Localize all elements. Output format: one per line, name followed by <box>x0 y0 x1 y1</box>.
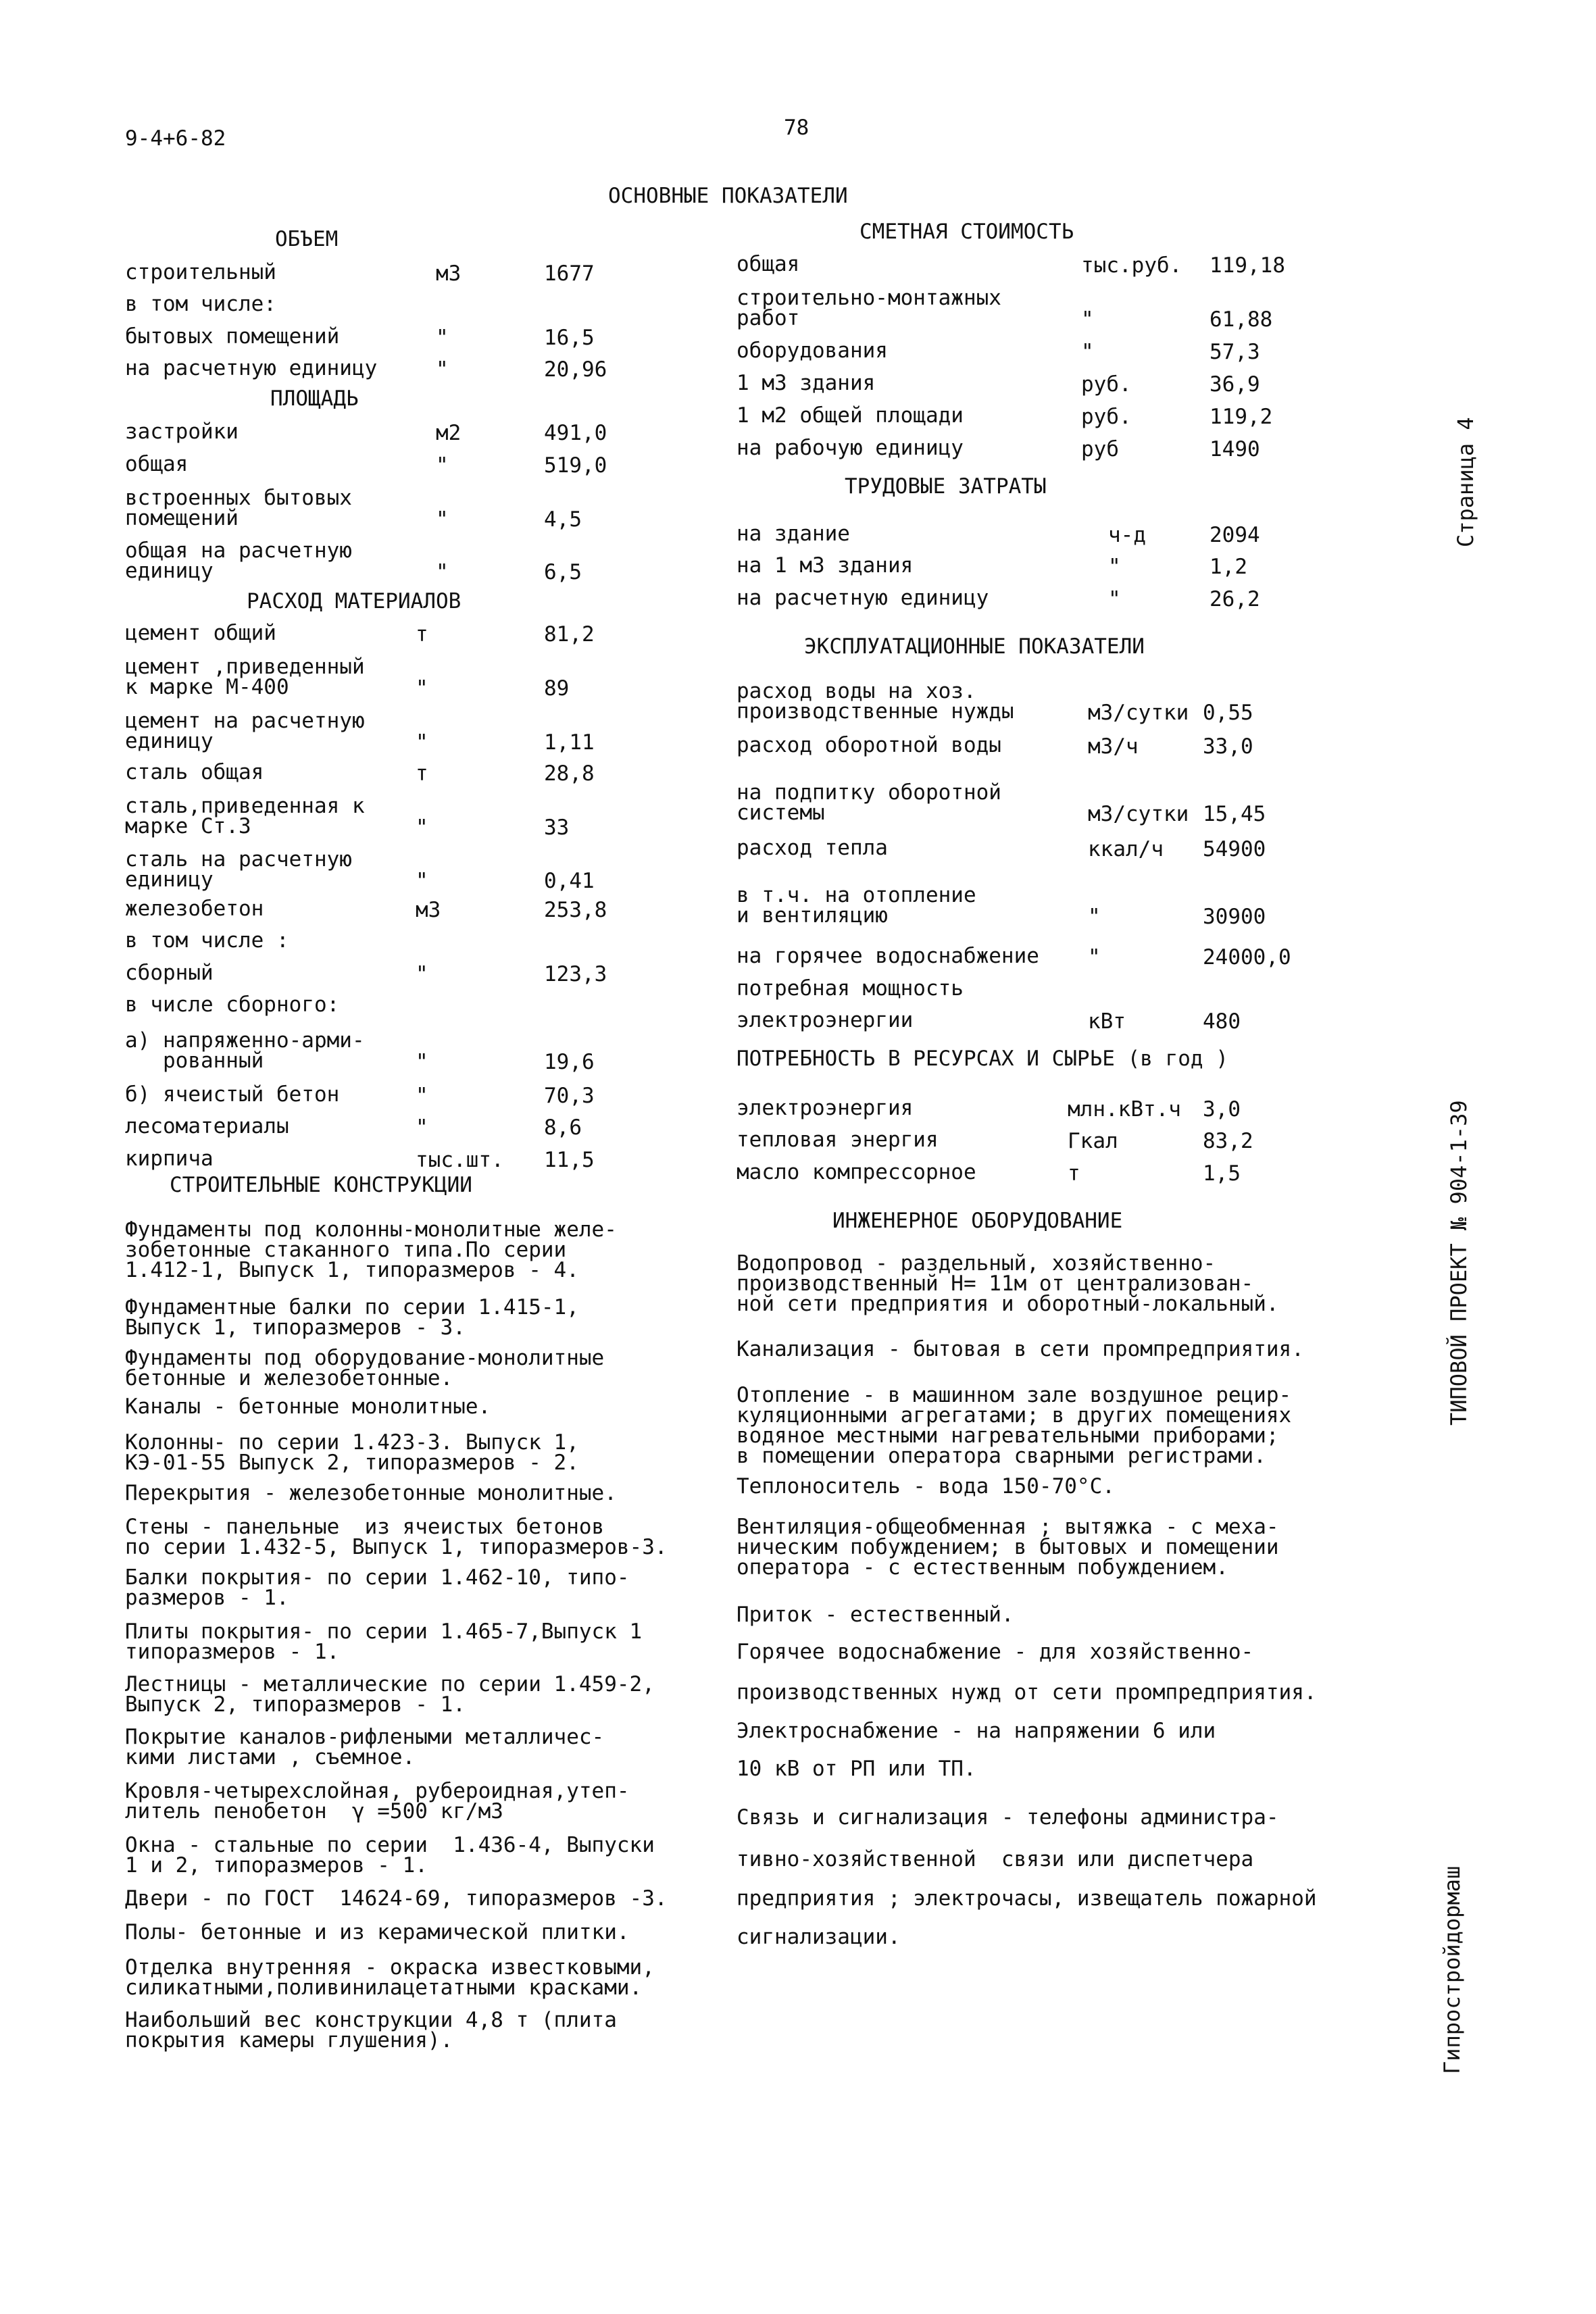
row-value: 2094 <box>1210 523 1260 547</box>
row-unit: м3/сутки <box>1088 701 1189 725</box>
main-title: ОСНОВНЫЕ ПОКАЗАТЕЛИ <box>608 184 848 208</box>
row-unit: " <box>436 357 449 382</box>
row-value: 1,2 <box>1210 555 1247 579</box>
row-value: 24000,0 <box>1203 945 1291 970</box>
row-unit: " <box>416 1084 428 1108</box>
row-label: а) напряженно-арми- рованный <box>125 1028 365 1073</box>
resources-title: ПОТРЕБНОСТЬ В РЕСУРСАХ И СЫРЬЕ (в год ) <box>737 1047 1228 1071</box>
paragraph: Окна - стальные по серии 1.436-4, Выпуски 1 и 2, типоразмеров - 1. <box>125 1833 655 1878</box>
row-value: 519,0 <box>544 453 607 478</box>
row-label: лесоматериалы <box>125 1114 289 1138</box>
row-label: расход воды на хоз. производственные нужды <box>737 679 1014 724</box>
row-unit: " <box>416 676 428 701</box>
row-label: бытовых помещений <box>125 324 340 349</box>
row-label: сталь общая <box>125 760 264 784</box>
row-value: 81,2 <box>544 622 595 647</box>
row-unit: " <box>1081 307 1094 332</box>
paragraph: Канализация - бытовая в сети промпредприятия. <box>737 1337 1304 1361</box>
paragraph: тивно-хозяйственной связи или диспетчера <box>737 1847 1254 1871</box>
row-label: сталь,приведенная к марке Ст.3 <box>125 794 365 838</box>
row-value: 19,6 <box>544 1050 595 1074</box>
doc-code: 9-4+6-82 <box>125 126 226 151</box>
row-label: б) ячеистый бетон <box>125 1082 340 1107</box>
row-label: потребная мощность <box>737 976 964 1001</box>
row-value: 1,11 <box>544 730 595 755</box>
row-label: общая <box>125 452 189 476</box>
row-value: 11,5 <box>544 1148 595 1172</box>
paragraph: Кровля-четырехслойная, рубероидная,утеп- литель пенобетон γ =500 кг/м3 <box>125 1779 630 1823</box>
row-unit: " <box>1108 555 1121 579</box>
paragraph: Горячее водоснабжение - для хозяйственно- <box>737 1640 1254 1664</box>
paragraph: сигнализации. <box>737 1925 901 1949</box>
organization-label: Гипростройдормаш <box>1439 1865 1465 2074</box>
paragraph: Наибольший вес конструкции 4,8 т (плита покрытия камеры глушения). <box>125 2008 617 2053</box>
row-value: 0,41 <box>544 869 595 893</box>
paragraph: Каналы - бетонные монолитные. <box>125 1394 491 1419</box>
row-label: оборудования <box>737 338 888 363</box>
row-label: на расчетную единицу <box>737 586 989 610</box>
row-unit: Гкал <box>1068 1129 1118 1153</box>
row-unit: " <box>416 730 428 755</box>
row-unit: " <box>416 869 428 893</box>
row-unit: " <box>1088 905 1101 929</box>
row-label: на здание <box>737 522 850 546</box>
row-unit: руб <box>1081 437 1119 461</box>
paragraph: Вентиляция-общеобменная ; вытяжка - с меха- ническим побуждением; в бытовых и помещении оператора - с естественным побуждением. <box>737 1515 1279 1580</box>
row-unit: ккал/ч <box>1088 837 1164 861</box>
row-unit: млн.кВт.ч <box>1068 1097 1181 1122</box>
paragraph: Лестницы - металлические по серии 1.459-2, Выпуск 2, типоразмеров - 1. <box>125 1672 655 1717</box>
row-unit: " <box>436 560 449 584</box>
row-label: цемент общий <box>125 621 276 645</box>
row-label: расход тепла <box>737 836 888 860</box>
row-value: 6,5 <box>544 560 582 584</box>
row-unit: тыс.руб. <box>1081 253 1182 278</box>
row-label: на рабочую единицу <box>737 436 964 460</box>
row-value: 123,3 <box>544 962 607 986</box>
row-label: встроенных бытовых помещений <box>125 486 352 530</box>
paragraph: Колонны- по серии 1.423-3. Выпуск 1, КЭ-01-55 Выпуск 2, типоразмеров - 2. <box>125 1430 579 1475</box>
row-label: на подпитку оборотной системы <box>737 780 1001 825</box>
row-unit: т <box>1068 1161 1080 1186</box>
row-unit: руб. <box>1081 405 1132 429</box>
row-value: 1,5 <box>1203 1161 1241 1186</box>
row-value: 1490 <box>1210 437 1260 461</box>
paragraph: Фундаменты под оборудование-монолитные бетонные и железобетонные. <box>125 1346 605 1390</box>
paragraph: предприятия ; электрочасы, извещатель пожарной <box>737 1886 1317 1911</box>
row-value: 4,5 <box>544 507 582 532</box>
row-unit: т <box>416 622 428 647</box>
row-label: на расчетную единицу <box>125 356 378 380</box>
volume-title: ОБЪЕМ <box>275 227 339 251</box>
paragraph: Теплоноситель - вода 150-70°С. <box>737 1474 1115 1499</box>
row-value: 20,96 <box>544 357 607 382</box>
row-value: 30900 <box>1203 905 1266 929</box>
row-label: железобетон <box>125 897 264 921</box>
row-unit: м2 <box>436 421 462 445</box>
row-unit: м3/сутки <box>1088 802 1189 826</box>
paragraph: Электроснабжение - на напряжении 6 или <box>737 1719 1216 1743</box>
row-label: расход оборотной воды <box>737 733 1001 757</box>
row-label: 1 м3 здания <box>737 371 876 395</box>
row-label: кирпича <box>125 1147 214 1171</box>
row-unit: м3/ч <box>1088 734 1139 759</box>
project-label: ТИПОВОЙ ПРОЕКТ № 904-1-39 <box>1446 1100 1472 1426</box>
paragraph: Отделка внутренняя - окраска известковыми, силикатными,поливинилацетатными красками. <box>125 1955 655 2000</box>
row-value: 253,8 <box>544 898 607 922</box>
operation-title: ЭКСПЛУАТАЦИОННЫЕ ПОКАЗАТЕЛИ <box>804 634 1145 659</box>
row-label: сталь на расчетную единицу <box>125 847 352 892</box>
paragraph: 10 кВ от РП или ТП. <box>737 1757 976 1781</box>
paragraph: Стены - панельные из ячеистых бетонов по серии 1.432-5, Выпуск 1, типоразмеров-3. <box>125 1515 668 1559</box>
row-value: 54900 <box>1203 837 1266 861</box>
row-label: на 1 м3 здания <box>737 553 914 578</box>
paragraph: Фундаменты под колонны-монолитные желе- зобетонные стаканного типа.По серии 1.412-1, Выпуск 1, типоразмеров - 4. <box>125 1217 617 1282</box>
row-label: цемент на расчетную единицу <box>125 709 365 753</box>
paragraph: Водопровод - раздельный, хозяйственно- производственный Н= 11м от централизован- ной сети предприятия и оборотный-локальный. <box>737 1251 1279 1316</box>
row-label: масло компрессорное <box>737 1160 976 1184</box>
row-value: 70,3 <box>544 1084 595 1108</box>
row-value: 26,2 <box>1210 587 1260 611</box>
row-label: тепловая энергия <box>737 1128 939 1152</box>
row-label: строительный <box>125 260 276 284</box>
paragraph: Приток - естественный. <box>737 1603 1014 1627</box>
row-value: 119,18 <box>1210 253 1285 278</box>
row-unit: " <box>1108 587 1121 611</box>
row-label: в том числе: <box>125 292 276 316</box>
row-value: 83,2 <box>1203 1129 1253 1153</box>
row-value: 15,45 <box>1203 802 1266 826</box>
row-value: 480 <box>1203 1009 1241 1034</box>
page-label: Страница 4 <box>1453 417 1478 547</box>
paragraph: Перекрытия - железобетонные монолитные. <box>125 1481 617 1505</box>
materials-title: РАСХОД МАТЕРИАЛОВ <box>247 589 462 613</box>
row-value: 61,88 <box>1210 307 1273 332</box>
row-label: в т.ч. на отопление и вентиляцию <box>737 883 976 928</box>
row-unit: руб. <box>1081 372 1132 397</box>
row-label: общая на расчетную единицу <box>125 538 352 583</box>
row-label: электроэнергия <box>737 1096 914 1120</box>
row-value: 3,0 <box>1203 1097 1241 1122</box>
row-value: 33 <box>544 815 570 840</box>
row-value: 36,9 <box>1210 372 1260 397</box>
row-value: 119,2 <box>1210 405 1273 429</box>
cost-title: СМЕТНАЯ СТОИМОСТЬ <box>859 220 1074 244</box>
paragraph: Связь и сигнализация - телефоны администра- <box>737 1805 1279 1830</box>
paragraph: производственных нужд от сети промпредприятия. <box>737 1680 1317 1705</box>
row-unit: кВт <box>1088 1009 1126 1034</box>
row-unit: " <box>416 962 428 986</box>
row-unit: " <box>1088 945 1101 970</box>
row-value: 491,0 <box>544 421 607 445</box>
row-unit: т <box>416 761 428 786</box>
row-label: 1 м2 общей площади <box>737 403 964 428</box>
row-label: в числе сборного: <box>125 992 340 1017</box>
row-value: 89 <box>544 676 570 701</box>
row-unit: " <box>436 507 449 532</box>
row-value: 0,55 <box>1203 701 1253 725</box>
row-label: сборный <box>125 961 214 985</box>
area-title: ПЛОЩАДЬ <box>270 386 359 411</box>
paragraph: Отопление - в машинном зале воздушное рецир- куляционными агрегатами; в других помещениях водяное местными нагревательными приборами; в помещении оператора сварными регистрами. <box>737 1383 1292 1468</box>
row-label: цемент ,приведенный к марке М-400 <box>125 655 365 699</box>
row-unit: " <box>436 453 449 478</box>
row-unit: " <box>436 326 449 350</box>
row-value: 8,6 <box>544 1115 582 1140</box>
paragraph: Полы- бетонные и из керамической плитки. <box>125 1920 630 1944</box>
row-value: 33,0 <box>1203 734 1253 759</box>
row-unit: м3 <box>416 898 441 922</box>
row-label: в том числе : <box>125 928 289 953</box>
row-value: 16,5 <box>544 326 595 350</box>
row-unit: тыс.шт. <box>416 1148 504 1172</box>
row-label: на горячее водоснабжение <box>737 944 1039 968</box>
engineering-title: ИНЖЕНЕРНОЕ ОБОРУДОВАНИЕ <box>832 1209 1123 1233</box>
page-number: 78 <box>784 116 809 140</box>
row-label: застройки <box>125 420 239 444</box>
paragraph: Плиты покрытия- по серии 1.465-7,Выпуск 1 типоразмеров - 1. <box>125 1619 643 1664</box>
labor-title: ТРУДОВЫЕ ЗАТРАТЫ <box>845 474 1047 499</box>
row-value: 57,3 <box>1210 340 1260 364</box>
row-unit: " <box>416 815 428 840</box>
row-unit: " <box>416 1050 428 1074</box>
structures-title: СТРОИТЕЛЬНЫЕ КОНСТРУКЦИИ <box>170 1173 472 1197</box>
row-value: 1677 <box>544 261 595 286</box>
paragraph: Балки покрытия- по серии 1.462-10, типо- размеров - 1. <box>125 1565 630 1610</box>
row-label: электроэнергии <box>737 1008 914 1032</box>
row-unit: " <box>1081 340 1094 364</box>
row-unit: ч-д <box>1108 523 1146 547</box>
row-value: 28,8 <box>544 761 595 786</box>
row-unit: м3 <box>436 261 462 286</box>
paragraph: Фундаментные балки по серии 1.415-1, Выпуск 1, типоразмеров - 3. <box>125 1295 579 1340</box>
row-unit: " <box>416 1115 428 1140</box>
row-label: строительно-монтажных работ <box>737 286 1001 330</box>
paragraph: Покрытие каналов-рифлеными металличес- кими листами , съемное. <box>125 1725 605 1769</box>
row-label: общая <box>737 252 800 276</box>
paragraph: Двери - по ГОСТ 14624-69, типоразмеров -3. <box>125 1886 668 1911</box>
